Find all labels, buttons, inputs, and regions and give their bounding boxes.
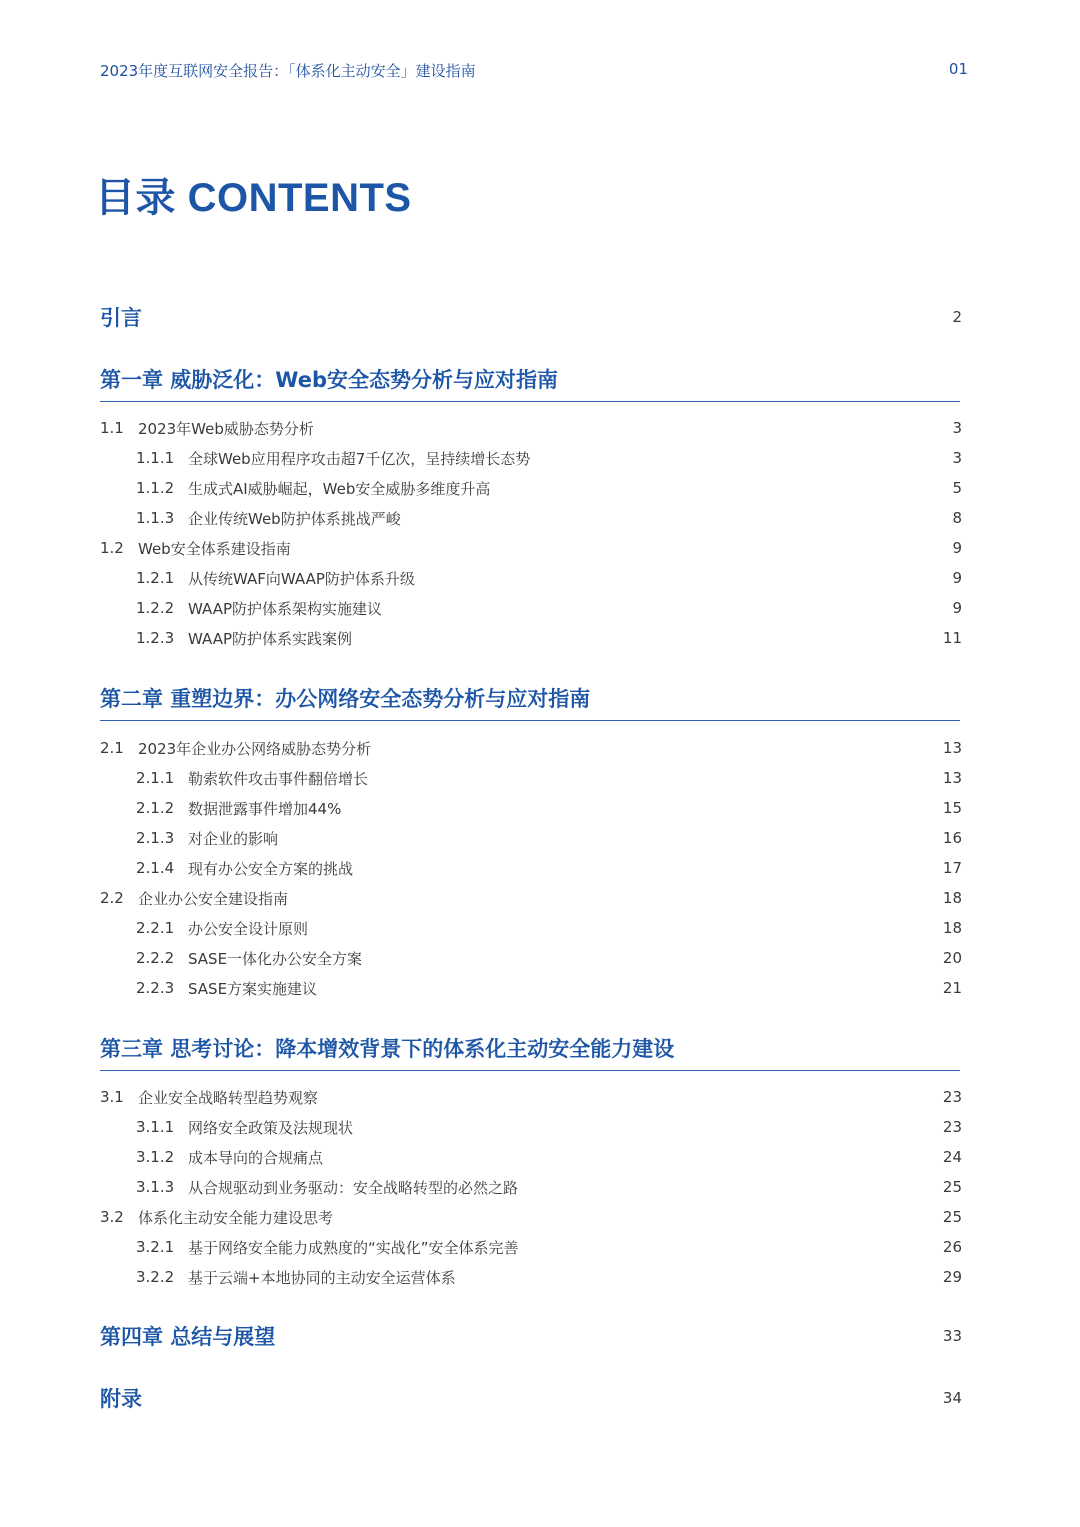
toc-entry[interactable]	[136, 1265, 962, 1289]
toc-entry-label: 现有办公安全方案的挑战	[188, 859, 354, 878]
toc-entry[interactable]	[136, 976, 962, 1000]
toc-entry-page: 11	[942, 629, 962, 647]
toc-entry-label: Web安全体系建设指南	[138, 539, 291, 558]
toc-entry-label: 勒索软件攻击事件翻倍增长	[188, 769, 369, 788]
toc-entry-number: 1.1.1	[136, 449, 175, 467]
toc-entry-number: 1.2.3	[136, 629, 175, 647]
page-title: 目录 CONTENTS	[95, 176, 412, 220]
chapter-divider	[100, 720, 960, 721]
toc-chapter-label: 第二章 重塑边界：办公网络安全态势分析与应对指南	[100, 687, 591, 711]
toc-entry-label: 生成式AI威胁崛起，Web安全威胁多维度升高	[188, 479, 491, 498]
toc-entry-number: 2.1.1	[136, 769, 175, 787]
toc-entry-label: 从传统WAF向WAAP防护体系升级	[188, 569, 415, 588]
toc-entry-page: 29	[942, 1268, 962, 1286]
toc-entry[interactable]	[136, 506, 962, 530]
toc-entry-page: 8	[952, 509, 962, 527]
toc-entry-page: 21	[942, 979, 962, 997]
toc-entry-page: 20	[942, 949, 962, 967]
header-title: 2023年度互联网安全报告：「体系化主动安全」建设指南	[100, 62, 476, 80]
toc-entry-number: 3.1.1	[136, 1118, 175, 1136]
toc-entry[interactable]	[100, 416, 962, 440]
toc-intro-label: 引言	[100, 306, 142, 330]
toc-entry[interactable]	[136, 566, 962, 590]
toc-entry-number: 1.2.2	[136, 599, 175, 617]
toc-entry-number: 1.1.3	[136, 509, 175, 527]
toc-entry[interactable]	[136, 446, 962, 470]
toc-entry-number: 2.1.3	[136, 829, 175, 847]
toc-entry-label: 对企业的影响	[188, 829, 279, 848]
toc-entry-page: 25	[942, 1208, 962, 1226]
toc-entry[interactable]	[136, 766, 962, 790]
toc-entry-number: 3.1.2	[136, 1148, 175, 1166]
toc-entry-number: 1.2.1	[136, 569, 175, 587]
toc-entry-page: 18	[942, 919, 962, 937]
toc-chapter-label: 第四章 总结与展望	[100, 1325, 276, 1349]
toc-entry-page: 26	[942, 1238, 962, 1256]
toc-entry-label: 从合规驱动到业务驱动：安全战略转型的必然之路	[188, 1178, 519, 1197]
toc-entry-page: 24	[942, 1148, 962, 1166]
toc-chapter-label: 第三章 思考讨论：降本增效背景下的体系化主动安全能力建设	[100, 1037, 675, 1061]
toc-entry-page: 9	[952, 599, 962, 617]
toc-entry-label: 成本导向的合规痛点	[188, 1148, 324, 1167]
toc-entry-label: 网络安全政策及法规现状	[188, 1118, 354, 1137]
toc-entry-number: 3.2.1	[136, 1238, 175, 1256]
chapter-divider	[100, 1070, 960, 1071]
toc-entry-number: 3.1.3	[136, 1178, 175, 1196]
toc-entry[interactable]	[136, 796, 962, 820]
toc-entry-number: 2.1.2	[136, 799, 175, 817]
toc-entry[interactable]	[136, 1175, 962, 1199]
toc-entry[interactable]	[100, 886, 962, 910]
toc-entry-label: 办公安全设计原则	[188, 919, 309, 938]
toc-entry-label: SASE一体化办公安全方案	[188, 949, 363, 968]
toc-entry-number: 3.1	[100, 1088, 124, 1106]
toc-entry-number: 3.2	[100, 1208, 124, 1226]
toc-entry-page: 13	[942, 769, 962, 787]
toc-entry-label: 2023年Web威胁态势分析	[138, 419, 314, 438]
toc-intro[interactable]	[100, 300, 962, 334]
toc-chapter-label: 第一章 威胁泛化：Web安全态势分析与应对指南	[100, 368, 558, 392]
toc-entry-number: 2.1.4	[136, 859, 175, 877]
toc-appendix-label: 附录	[100, 1387, 142, 1411]
toc-entry-number: 2.2.3	[136, 979, 175, 997]
toc-entry[interactable]	[136, 946, 962, 970]
toc-chapter-3[interactable]	[100, 1031, 962, 1065]
toc-entry-number: 1.1	[100, 419, 124, 437]
chapter-divider	[100, 401, 960, 402]
toc-entry[interactable]	[136, 596, 962, 620]
toc-entry-label: WAAP防护体系架构实施建议	[188, 599, 382, 618]
toc-entry[interactable]	[136, 1235, 962, 1259]
toc-entry-label: 体系化主动安全能力建设思考	[138, 1208, 334, 1227]
toc-entry[interactable]	[136, 1115, 962, 1139]
toc-entry[interactable]	[136, 826, 962, 850]
toc-entry[interactable]	[100, 1205, 962, 1229]
toc-entry-page: 13	[942, 739, 962, 757]
toc-entry-page: 25	[942, 1178, 962, 1196]
toc-entry-page: 18	[942, 889, 962, 907]
toc-entry-label: 企业传统Web防护体系挑战严峻	[188, 509, 401, 528]
toc-entry-label: WAAP防护体系实践案例	[188, 629, 352, 648]
toc-entry-number: 2.2	[100, 889, 124, 907]
toc-entry[interactable]	[136, 1145, 962, 1169]
toc-entry-page: 15	[942, 799, 962, 817]
toc-entry-label: SASE方案实施建议	[188, 979, 318, 998]
toc-appendix-page: 34	[942, 1389, 962, 1407]
header-page-number: 01	[948, 60, 968, 78]
toc-entry-label: 企业办公安全建设指南	[138, 889, 289, 908]
toc-chapter-4[interactable]	[100, 1319, 962, 1353]
toc-entry[interactable]	[100, 536, 962, 560]
toc-entry-number: 2.2.2	[136, 949, 175, 967]
toc-entry[interactable]	[100, 1085, 962, 1109]
toc-entry-page: 16	[942, 829, 962, 847]
toc-appendix[interactable]	[100, 1381, 962, 1415]
toc-entry-page: 3	[952, 419, 962, 437]
toc-entry-page: 17	[942, 859, 962, 877]
toc-entry-page: 23	[942, 1118, 962, 1136]
toc-entry-number: 2.1	[100, 739, 124, 757]
toc-entry-page: 9	[952, 569, 962, 587]
toc-entry-page: 9	[952, 539, 962, 557]
toc-entry-page: 3	[952, 449, 962, 467]
toc-entry[interactable]	[136, 626, 962, 650]
toc-chapter-page: 33	[942, 1327, 962, 1345]
toc-entry-number: 1.1.2	[136, 479, 175, 497]
toc-entry[interactable]	[100, 736, 962, 760]
toc-entry[interactable]	[136, 856, 962, 880]
toc-entry-number: 1.2	[100, 539, 124, 557]
toc-entry-number: 3.2.2	[136, 1268, 175, 1286]
toc-chapter-2[interactable]	[100, 681, 962, 715]
toc-entry[interactable]	[136, 476, 962, 500]
toc-entry[interactable]	[136, 916, 962, 940]
toc-entry-page: 23	[942, 1088, 962, 1106]
toc-entry-number: 2.2.1	[136, 919, 175, 937]
toc-entry-label: 2023年企业办公网络威胁态势分析	[138, 739, 372, 758]
toc-entry-label: 企业安全战略转型趋势观察	[138, 1088, 319, 1107]
toc-intro-page: 2	[952, 308, 962, 326]
toc-chapter-1[interactable]	[100, 362, 962, 396]
toc-entry-label: 数据泄露事件增加44%	[188, 799, 342, 818]
toc-entry-page: 5	[952, 479, 962, 497]
toc-entry-label: 基于云端+本地协同的主动安全运营体系	[188, 1268, 456, 1287]
toc-entry-label: 全球Web应用程序攻击超7千亿次，呈持续增长态势	[188, 449, 531, 468]
toc-entry-label: 基于网络安全能力成熟度的“实战化”安全体系完善	[188, 1238, 519, 1257]
